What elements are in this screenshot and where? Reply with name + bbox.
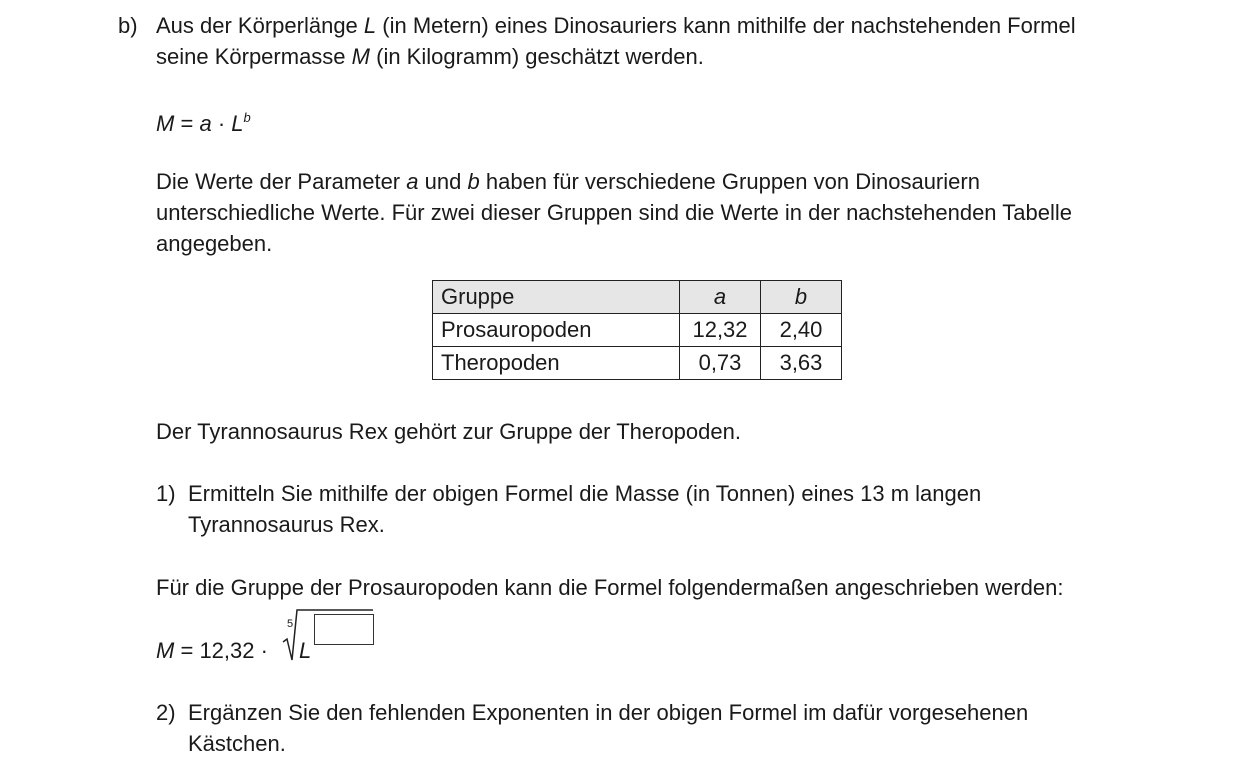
cell-a: 12,32 bbox=[680, 314, 761, 347]
header-a: a bbox=[680, 281, 761, 314]
item-2-text bbox=[188, 697, 1148, 759]
item-2-line-1: Ergänzen Sie den fehlenden Exponenten in der obigen Formel im dafür vorgesehenen bbox=[188, 700, 1029, 725]
intro-line-2: seine Körpermasse M (in Kilogramm) geschätzt werden. bbox=[156, 44, 704, 69]
root-formula-lhs: M = 12,32 · bbox=[156, 638, 268, 663]
params-line-1: Die Werte der Parameter a und b haben für verschiedene Gruppen von Dinosauriern bbox=[156, 169, 980, 194]
item-1-number: 1) bbox=[156, 481, 176, 506]
item-1-text bbox=[188, 478, 1148, 540]
cell-b: 3,63 bbox=[761, 347, 842, 380]
radicand: L bbox=[299, 638, 312, 663]
theropoden-statement: Der Tyrannosaurus Rex gehört zur Gruppe der Theropoden. bbox=[156, 419, 741, 444]
exponent-answer-box[interactable] bbox=[314, 614, 374, 645]
prosauropoden-text: Für die Gruppe der Prosauropoden kann die Formel folgendermaßen angeschrieben werden: bbox=[156, 575, 1064, 600]
cell-b: 2,40 bbox=[761, 314, 842, 347]
params-line-2: unterschiedliche Werte. Für zwei dieser Gruppen sind die Werte in der nachstehenden Tabelle bbox=[156, 200, 1072, 225]
params-line-3: angegeben. bbox=[156, 231, 273, 256]
task-label: b) bbox=[118, 13, 138, 38]
item-1-line-1: Ermitteln Sie mithilfe der obigen Formel die Masse (in Tonnen) eines 13 m langen bbox=[188, 481, 982, 506]
formula-power-law: $M = a \cdot L^b$ bbox=[156, 110, 251, 136]
cell-a: 0,73 bbox=[680, 347, 761, 380]
intro-paragraph bbox=[156, 10, 1156, 72]
item-2-number: 2) bbox=[156, 700, 176, 725]
item-2-line-2: Kästchen. bbox=[188, 731, 286, 756]
intro-line-1: Aus der Körperlänge L (in Metern) eines Dinosauriers kann mithilfe der nachstehenden Formel bbox=[156, 13, 1076, 38]
cell-group: Theropoden bbox=[433, 347, 680, 380]
formula-root bbox=[156, 608, 416, 668]
header-b: b bbox=[761, 281, 842, 314]
table-row bbox=[433, 347, 842, 380]
root-index: 5 bbox=[287, 618, 294, 630]
parameters-paragraph bbox=[156, 166, 1156, 259]
item-1-line-2: Tyrannosaurus Rex. bbox=[188, 512, 385, 537]
table-header-row bbox=[433, 281, 842, 314]
table-row bbox=[433, 314, 842, 347]
cell-group: Prosauropoden bbox=[433, 314, 680, 347]
header-gruppe: Gruppe bbox=[433, 281, 680, 314]
parameter-table bbox=[432, 280, 842, 380]
